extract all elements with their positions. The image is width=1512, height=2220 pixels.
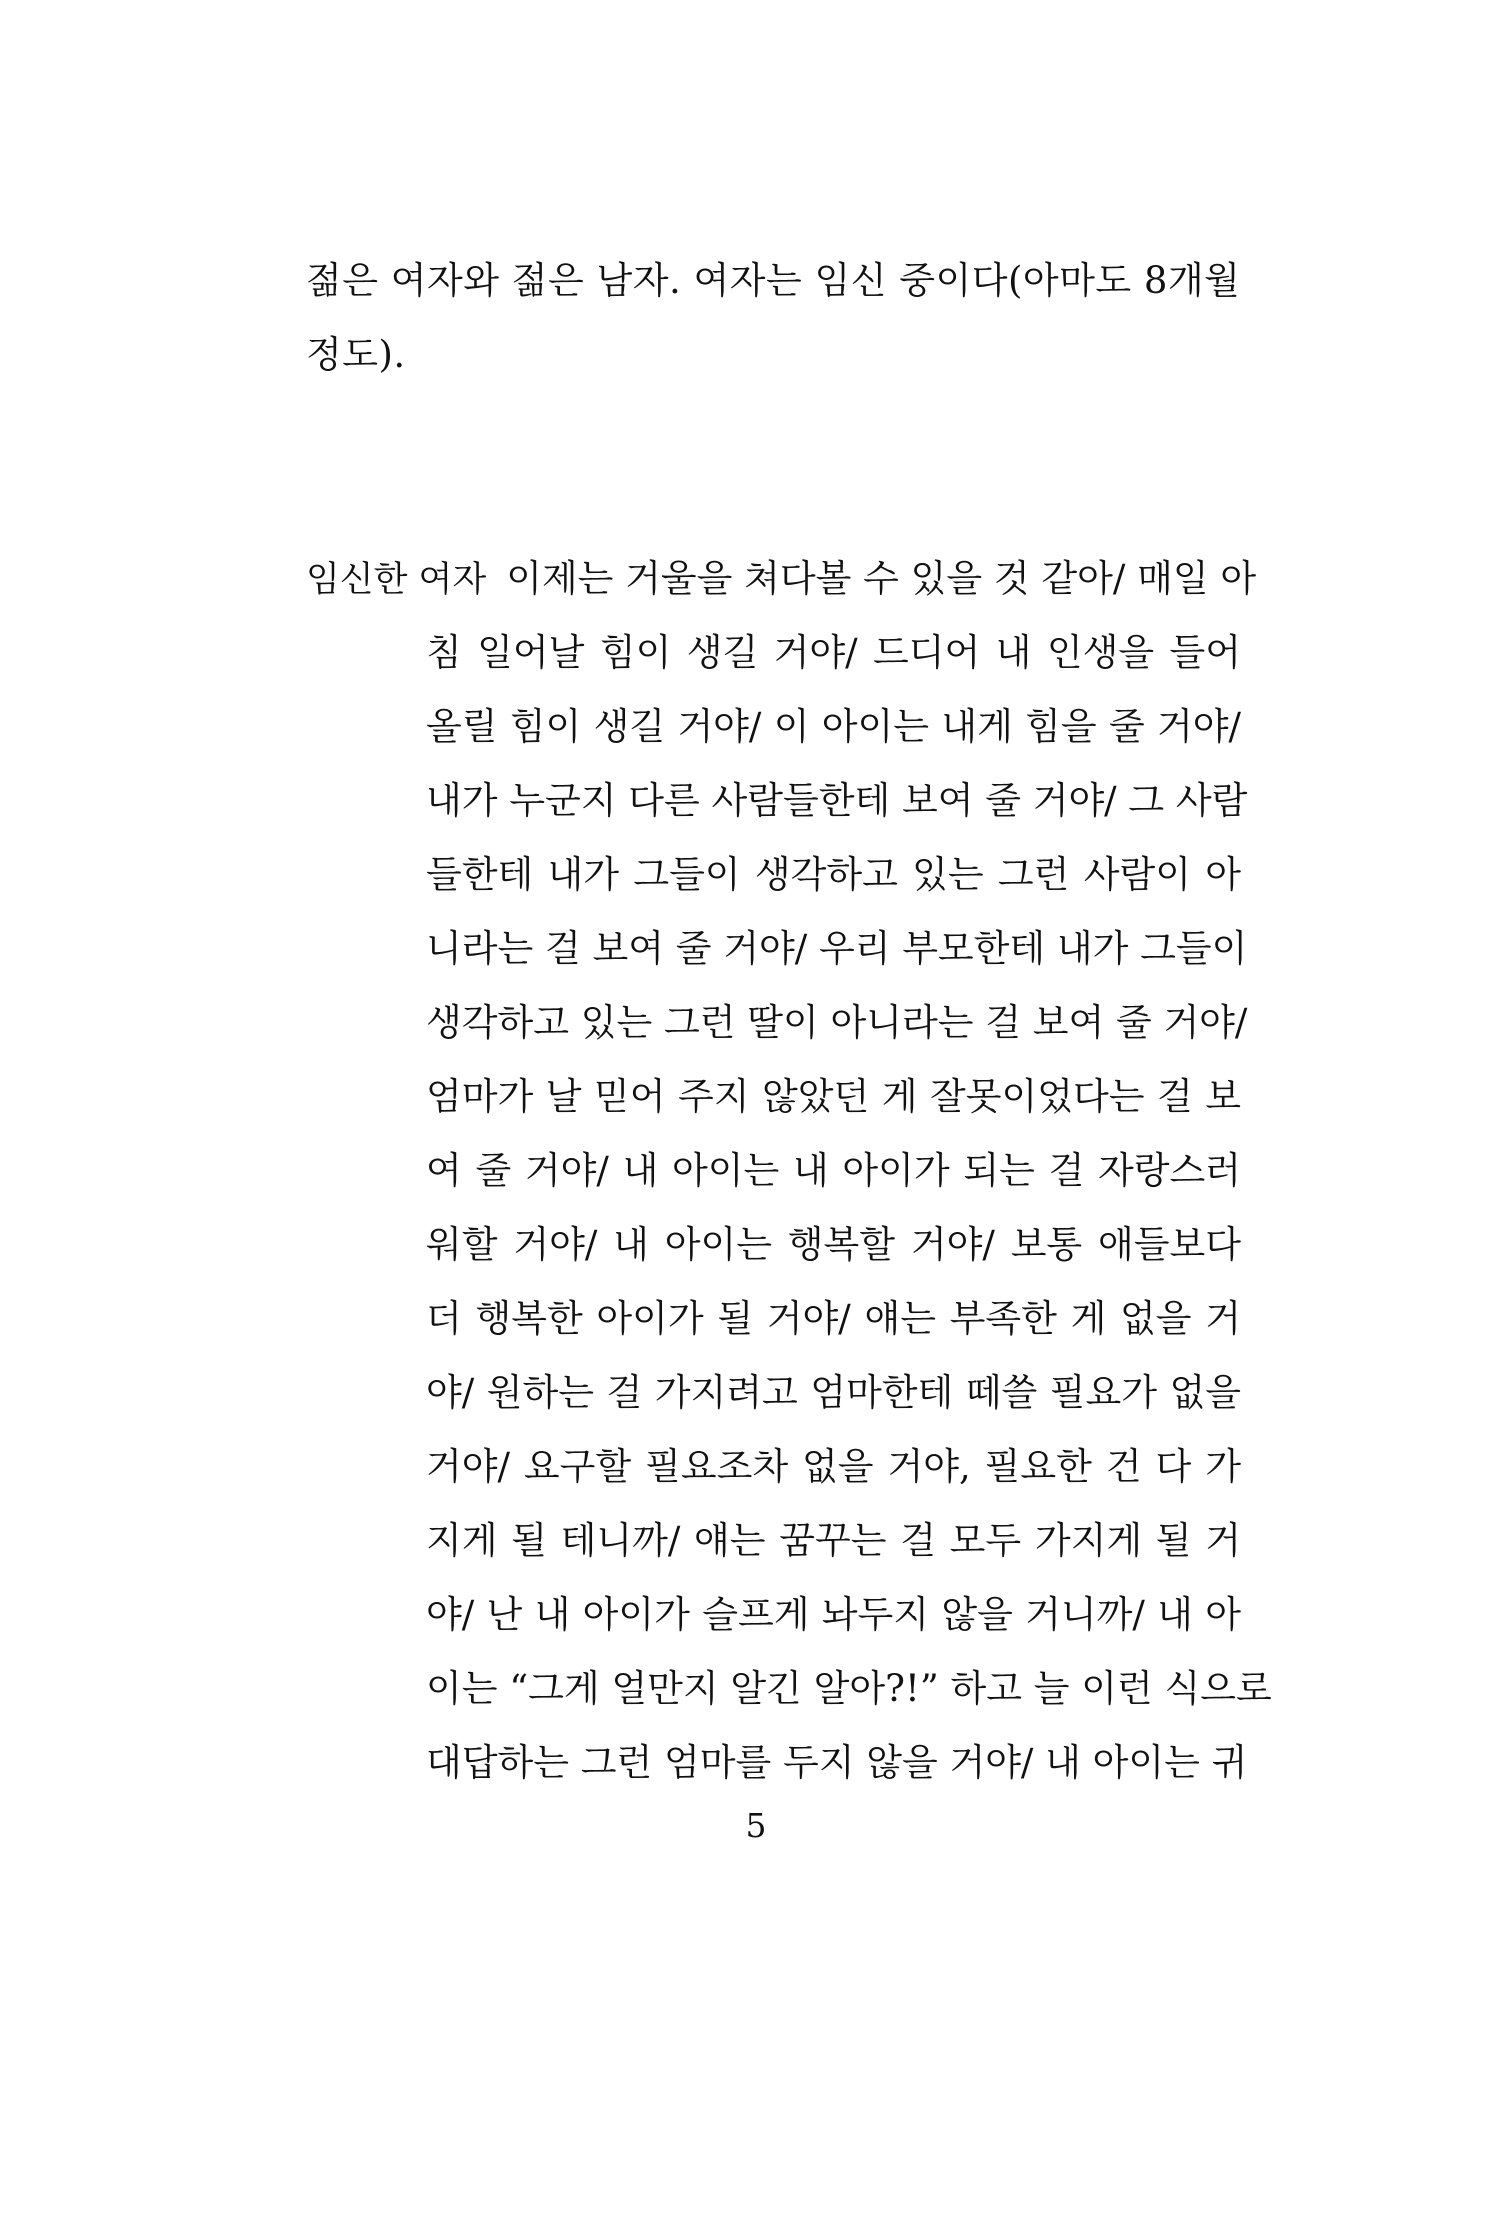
dialogue-line: 야/ 난 내 아이가 슬프게 놔두지 않을 거니까/ 내 아 bbox=[426, 1593, 1241, 1636]
dialogue-line: 내가 누군지 다른 사람들한테 보여 줄 거야/ 그 사람 bbox=[426, 779, 1248, 822]
dialogue-line: 올릴 힘이 생길 거야/ 이 아이는 내게 힘을 줄 거야/ bbox=[426, 705, 1241, 748]
dialogue-line: 이는 “그게 얼만지 알긴 알아?!” 하고 늘 이런 식으로 bbox=[426, 1667, 1272, 1710]
dialogue-line: 더 행복한 아이가 될 거야/ 얘는 부족한 게 없을 거 bbox=[426, 1297, 1241, 1340]
dialogue-line: 니라는 걸 보여 줄 거야/ 우리 부모한테 내가 그들이 bbox=[426, 927, 1248, 970]
speaker-name: 임신한 여자 bbox=[306, 560, 487, 600]
stage-direction bbox=[306, 244, 1241, 392]
dialogue-line: 들한테 내가 그들이 생각하고 있는 그런 사람이 아 bbox=[426, 853, 1241, 896]
dialogue-line: 여 줄 거야/ 내 아이는 내 아이가 되는 걸 자랑스러 bbox=[426, 1149, 1241, 1192]
dialogue-line: 이제는 거울을 쳐다볼 수 있을 것 같아/ 매일 아 bbox=[506, 557, 1257, 600]
dialogue-line: 거야/ 요구할 필요조차 없을 거야, 필요한 건 다 가 bbox=[426, 1445, 1241, 1488]
dialogue-line: 생각하고 있는 그런 딸이 아니라는 걸 보여 줄 거야/ bbox=[426, 1001, 1248, 1044]
dialogue-line: 워할 거야/ 내 아이는 행복할 거야/ 보통 애들보다 bbox=[426, 1223, 1241, 1266]
stage-direction-line: 젊은 여자와 젊은 남자. 여자는 임신 중이다(아마도 8개월 bbox=[306, 259, 1241, 302]
dialogue-line: 대답하는 그런 엄마를 두지 않을 거야/ 내 아이는 귀 bbox=[426, 1741, 1248, 1784]
dialogue-line: 침 일어날 힘이 생길 거야/ 드디어 내 인생을 들어 bbox=[426, 631, 1241, 674]
dialogue-line: 지게 될 테니까/ 얘는 꿈꾸는 걸 모두 가지게 될 거 bbox=[426, 1519, 1241, 1562]
stage-direction-line: 정도). bbox=[306, 333, 406, 376]
dialogue-line: 엄마가 날 믿어 주지 않았던 게 잘못이었다는 걸 보 bbox=[426, 1075, 1241, 1118]
page-number: 5 bbox=[745, 1806, 767, 1845]
dialogue-first-line bbox=[306, 542, 1257, 616]
dialogue-line: 야/ 원하는 걸 가지려고 엄마한테 떼쓸 필요가 없을 bbox=[426, 1371, 1241, 1414]
